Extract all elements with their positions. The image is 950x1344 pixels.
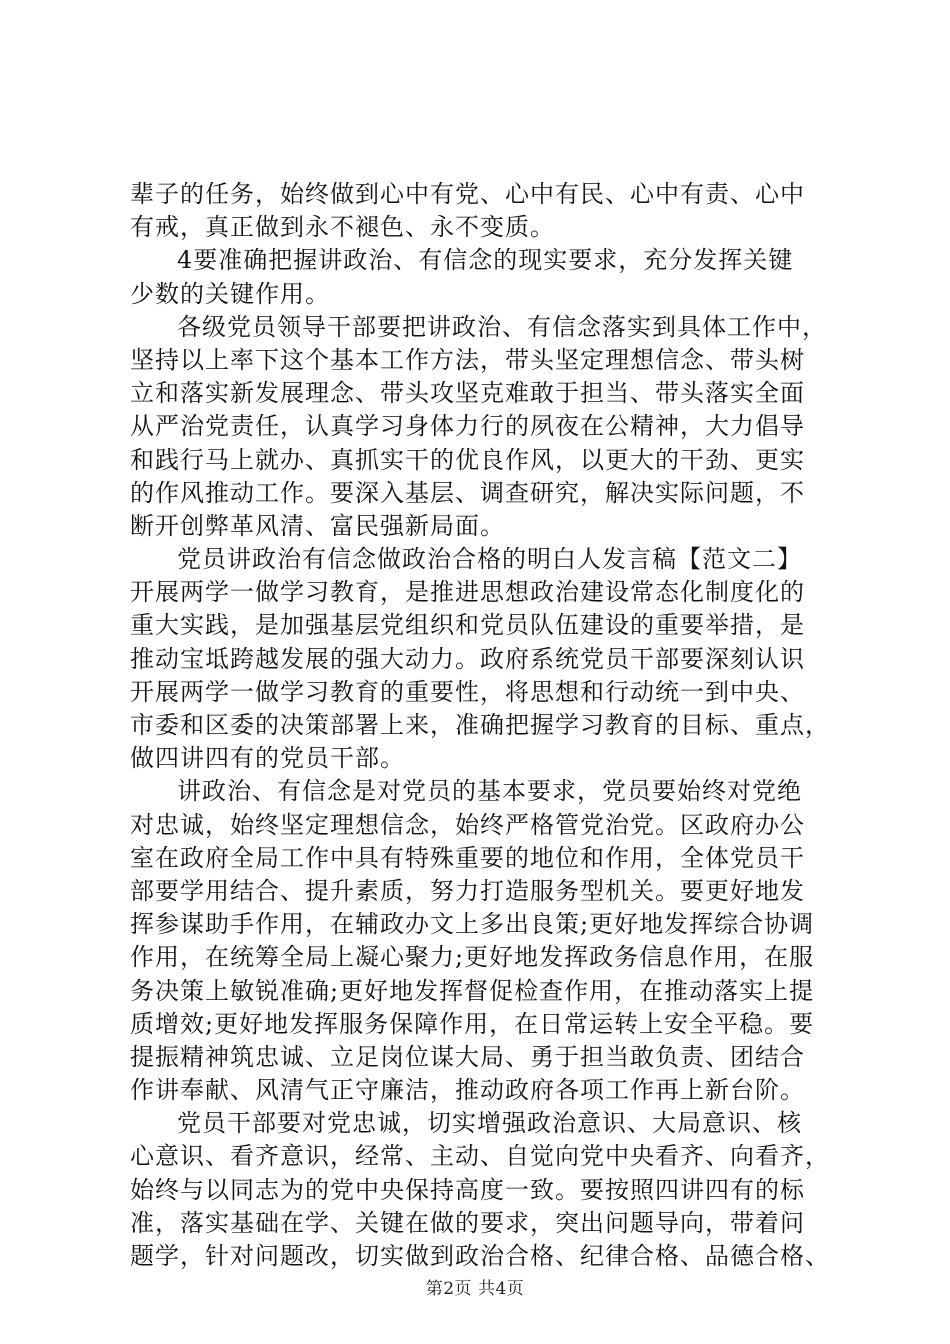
- text-line: 室在政府全局工作中具有特殊重要的地位和作用，全体党员干: [130, 843, 805, 872]
- text-line: 有戒，真正做到永不褪色、永不变质。: [130, 213, 555, 242]
- page-footer: 第2页 共4页: [425, 1279, 525, 1299]
- text-line: 党员讲政治有信念做政治合格的明白人发言稿【范文二】: [177, 545, 802, 574]
- text-line: 作讲奉献、风清气正守廉洁，推动政府各项工作再上新台阶。: [130, 1076, 805, 1105]
- text-line: 心意识、看齐意识，经常、主动、自觉向党中央看齐、向看齐，: [130, 1142, 830, 1171]
- text-line: 开展两学一做学习教育，是推进思想政治建设常态化制度化的: [130, 578, 805, 607]
- text-line: 从严治党责任，认真学习身体力行的夙夜在公精神，大力倡导: [130, 412, 805, 441]
- text-line: 准，落实基础在学、关键在做的要求，突出问题导向，带着问: [130, 1208, 805, 1237]
- text-line: 和践行马上就办、真抓实干的优良作风，以更大的干劲、更实: [130, 445, 805, 474]
- text-line: 坚持以上率下这个基本工作方法，带头坚定理想信念、带头树: [130, 345, 805, 374]
- text-line: 做四讲四有的党员干部。: [130, 744, 405, 773]
- text-line: 务决策上敏锐准确;更好地发挥督促检查作用，在推动落实上提: [130, 976, 815, 1005]
- text-line: 开展两学一做学习教育的重要性，将思想和行动统一到中央、: [130, 677, 805, 706]
- text-line: 部要学用结合、提升素质，努力打造服务型机关。要更好地发: [130, 876, 805, 905]
- text-line: 作用，在统筹全局上凝心聚力;更好地发挥政务信息作用，在服: [130, 943, 815, 972]
- text-line: 立和落实新发展理念、带头攻坚克难敢于担当、带头落实全面: [130, 379, 805, 408]
- text-line: 辈子的任务，始终做到心中有党、心中有民、心中有责、心中: [130, 180, 805, 208]
- text-line: 提振精神筑忠诚、立足岗位谋大局、勇于担当敢负责、团结合: [130, 1042, 805, 1071]
- text-line: 断开创弊革风清、富民强新局面。: [130, 511, 505, 540]
- text-line: 各级党员领导干部要把讲政治、有信念落实到具体工作中，: [177, 312, 827, 341]
- text-line: 党员干部要对党忠诚，切实增强政治意识、大局意识、核: [177, 1109, 802, 1138]
- text-line: 市委和区委的决策部署上来，准确把握学习教育的目标、重点，: [130, 711, 830, 739]
- text-line: 推动宝坻跨越发展的强大动力。政府系统党员干部要深刻认识: [130, 644, 805, 673]
- text-line: 对忠诚，始终坚定理想信念，始终严格管党治党。区政府办公: [130, 810, 805, 839]
- text-line: 讲政治、有信念是对党员的基本要求，党员要始终对党绝: [177, 777, 802, 806]
- text-line: 重大实践，是加强基层党组织和党员队伍建设的重要举措，是: [130, 611, 805, 640]
- document-body: [130, 178, 830, 1273]
- text-line: 挥参谋助手作用，在辅政办文上多出良策;更好地发挥综合协调: [130, 910, 815, 939]
- text-line: 质增效;更好地发挥服务保障作用，在日常运转上安全平稳。要: [130, 1009, 815, 1038]
- text-line: 的作风推动工作。要深入基层、调查研究，解决实际问题，不: [130, 478, 805, 507]
- text-line: 少数的关键作用。: [130, 279, 330, 308]
- text-line: 题学，针对问题改，切实做到政治合格、纪律合格、品德合格、: [130, 1242, 830, 1270]
- text-line: 4要准确把握讲政治、有信念的现实要求，充分发挥关键: [177, 246, 794, 275]
- text-line: 始终与以同志为的党中央保持高度一致。要按照四讲四有的标: [130, 1175, 805, 1204]
